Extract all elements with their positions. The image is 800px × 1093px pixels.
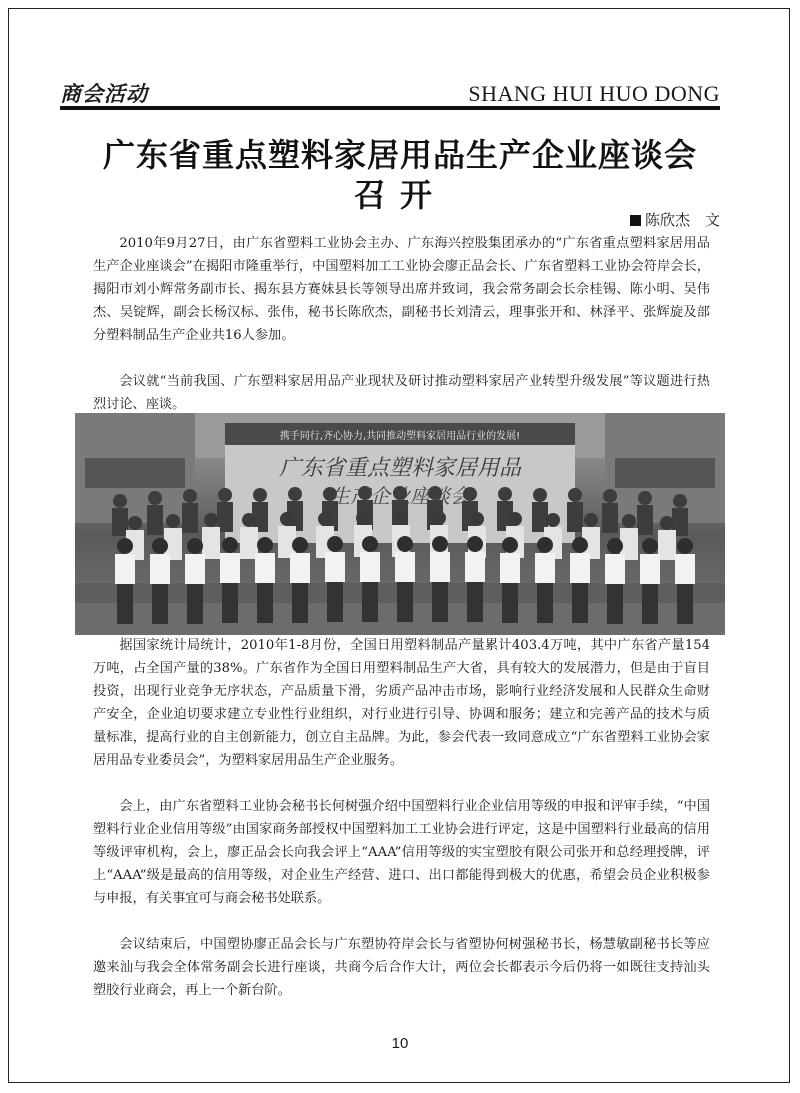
article-title: 广东省重点塑料家居用品生产企业座谈会 (102, 136, 697, 174)
paragraph: 会上，由广东省塑料工业协会秘书长何树强介绍中国塑料行业企业信用等级的申报和评审手续，“中国塑料行业企业信用等级”由国家商务部授权中国塑料加工工业协会进行评定，这是中国塑料行业最高的信用等级评审机构，会上，廖正品会长向我会评上“AAA”信用等级的实宝塑胶有限公司张开和总经理授牌，评上“AAA”级是最高的信用等级，对企业生产经营、进口、出口都能得到极大的优惠，希望会员企业积极参与申报，有关事宜可与商会秘书处联系。 (93, 799, 710, 906)
page-number: 10 (391, 1035, 409, 1052)
paragraph: 2010年9月27日，由广东省塑料工业协会主办、广东海兴控股集团承办的“广东省重点塑料家居用品生产企业座谈会”在揭阳市隆重举行，中国塑料加工工业协会廖正品会长、广东省塑料工业协会符岸会长，揭阳市刘小辉常务副市长、揭东县方赛妹县长等领导出席并致词，我会常务副会长佘桂锡、陈小明、吴伟杰、吴锭辉，副会长杨汉标、张伟，秘书长陈欣杰，副秘书长刘清云，理事张开和、林泽平、张辉旋及部分塑料制品生产企业共16人参加。 (93, 236, 710, 343)
paragraph: 据国家统计局统计，2010年1-8月份，全国日用塑料制品产量累计403.4万吨，其中广东省产量154万吨，占全国产量的38%。广东省作为全国日用塑料制品生产大省，具有较大的发展潜力，但是由于盲目投资，出现行业竞争无序状态，产品质量下滑，劣质产品冲击市场，影响行业经济发展和人民群众生命财产安全，企业迫切要求建立专业性行业组织，对行业进行引导、协调和服务；建立和完善产品的技术与质量标准，提高行业的自主创新能力，创立自主品牌。为此，参会代表一致同意成立“广东省塑料工业协会家居用品专业委员会”，为塑料家居用品生产企业服务。 (93, 638, 710, 768)
backdrop-title: 广东省重点塑料家居用品 (278, 456, 522, 481)
author-name: 陈欣杰 文 (644, 211, 720, 229)
article-title-line2: 召开 (353, 176, 446, 214)
byline (630, 209, 720, 230)
section-title-pinyin: SHANG HUI HUO DONG (468, 81, 720, 106)
group-photo (75, 413, 725, 635)
header-divider (60, 106, 720, 110)
banner-text: 携手同行,齐心协力,共同推动塑料家居用品行业的发展! (279, 431, 521, 442)
paragraph: 会议结束后，中国塑协廖正品会长与广东塑协符岸会长与省塑协何树强秘书长，杨慧敏副秘书长等应邀来汕与我会全体常务副会长进行座谈，共商今后合作大计，两位会长都表示今后仍将一如既往支持汕头塑胶行业商会，再上一个新台阶。 (93, 937, 710, 998)
paragraph: 会议就“当前我国、广东塑料家居用品产业现状及研讨推动塑料家居产业转型升级发展”等议题进行热烈讨论、座谈。 (93, 374, 710, 412)
square-bullet-icon (630, 215, 641, 226)
section-title: 商会活动 (60, 82, 148, 106)
